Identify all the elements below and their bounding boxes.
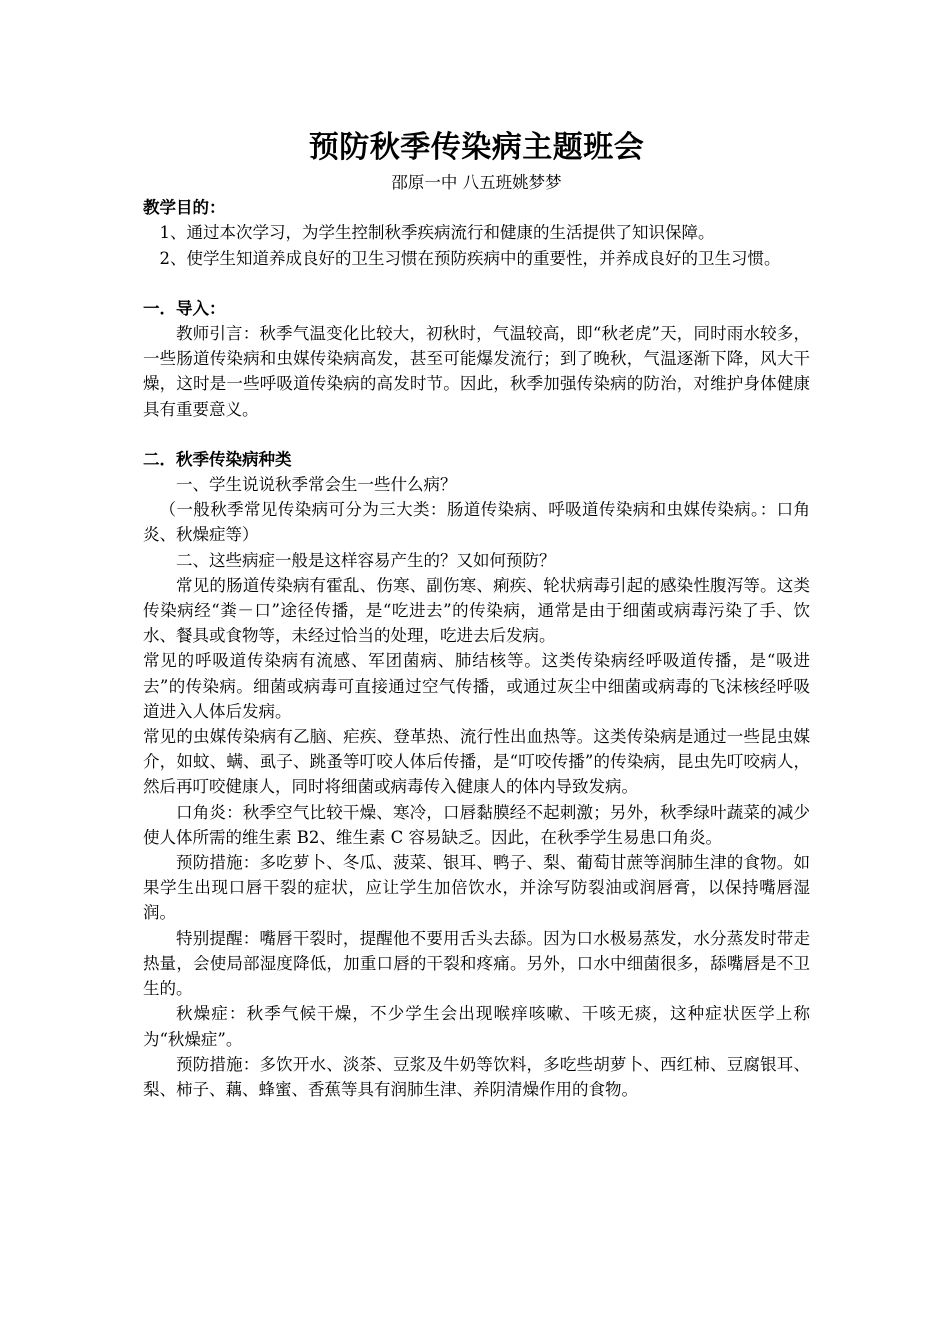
section-heading-intro: 一．导入：: [143, 298, 226, 318]
objective-item: 1、通过本次学习，为学生控制秋季疾病流行和健康的生活提供了知识保障。: [159, 223, 715, 243]
paragraph-intro: 教师引言：秋季气温变化比较大，初秋时，气温较高，即“秋老虎”天，同时雨水较多，一些肠道传染病和虫媒传染病高发，甚至可能爆发流行；到了晚秋，气温逐渐下降，风大干燥，这时是一些呼吸道传染病的高发时节。因此，秋季加强传染病的防治，对维护身体健康具有重要意义。: [143, 324, 810, 419]
objectives-heading: 教学目的：: [143, 198, 226, 218]
spacer: [143, 422, 810, 447]
paragraph-autumn-dryness: 秋燥症：秋季气候干燥，不少学生会出现喉痒咳嗽、干咳无痰，这种症状医学上称为“秋燥症”。: [143, 1004, 810, 1049]
paragraph-prevention-2: 预防措施：多饮开水、淡茶、豆浆及牛奶等饮料，多吃些胡萝卜、西红柿、豆腐银耳、梨、柿子、藕、蜂蜜、香蕉等具有润肺生津、养阴清燥作用的食物。: [143, 1054, 810, 1099]
objective-item: 2、使学生知道养成良好的卫生习惯在预防疾病中的重要性，并养成良好的卫生习惯。: [159, 248, 781, 268]
section-heading-types: 二．秋季传染病种类: [143, 449, 292, 469]
paragraph-prevention-1: 预防措施：多吃萝卜、冬瓜、菠菜、银耳、鸭子、梨、葡萄甘蔗等润肺生津的食物。如果学生出现口唇干裂的症状，应让学生加倍饮水，并涂写防裂油或润唇膏，以保持嘴唇湿润。: [143, 853, 810, 923]
paragraph-intestinal: 常见的肠道传染病有霍乱、伤寒、副伤寒、痢疾、轮状病毒引起的感染性腹泻等。这类传染病经“粪－口”途径传播，是“吃进去”的传染病，通常是由于细菌或病毒污染了手、饮水、餐具或食物等，未经过恰当的处理，吃进去后发病。: [143, 575, 810, 646]
paragraph-angular-cheilitis: 口角炎：秋季空气比较干燥、寒冷，口唇黏膜经不起刺激；另外，秋季绿叶蔬菜的减少使人体所需的维生素 B2、维生素 C 容易缺乏。因此，在秋季学生易患口角炎。: [143, 802, 810, 847]
question-1: 一、学生说说秋季常会生一些什么病？: [176, 475, 457, 495]
paragraph-insect-borne: 常见的虫媒传染病有乙脑、疟疾、登革热、流行性出血热等。这类传染病是通过一些昆虫媒介，如蚊、螨、虱子、跳蚤等叮咬人体后传播，是“叮咬传播”的传染病，昆虫先叮咬病人，然后再叮咬健康人，同时将细菌或病毒传入健康人的体内导致发病。: [143, 727, 810, 797]
author-line: 邵原一中 八五班姚梦梦: [391, 173, 562, 192]
paragraph-respiratory: 常见的呼吸道传染病有流感、军团菌病、肺结核等。这类传染病经呼吸道传播，是“吸进去”的传染病。细菌或病毒可直接通过空气传播，或通过灰尘中细菌或病毒的飞沫核经呼吸道进入人体后发病。: [143, 651, 810, 721]
question-2: 二、这些病症一般是这样容易产生的？又如何预防？: [176, 550, 556, 570]
spacer: [143, 271, 810, 296]
note-common-diseases: （一般秋季常见传染病可分为三大类：肠道传染病、呼吸道传染病和虫媒传染病。：口角炎、秋燥症等）: [143, 500, 810, 545]
document-body: [143, 118, 810, 1102]
paragraph-special-reminder: 特别提醒：嘴唇干裂时，提醒他不要用舌头去舔。因为口水极易蒸发，水分蒸发时带走热量，会使局部湿度降低，加重口唇的干裂和疼痛。另外，口水中细菌很多，舔嘴唇是不卫生的。: [143, 928, 810, 999]
page-title: 预防秋季传染病主题班会: [308, 130, 645, 165]
